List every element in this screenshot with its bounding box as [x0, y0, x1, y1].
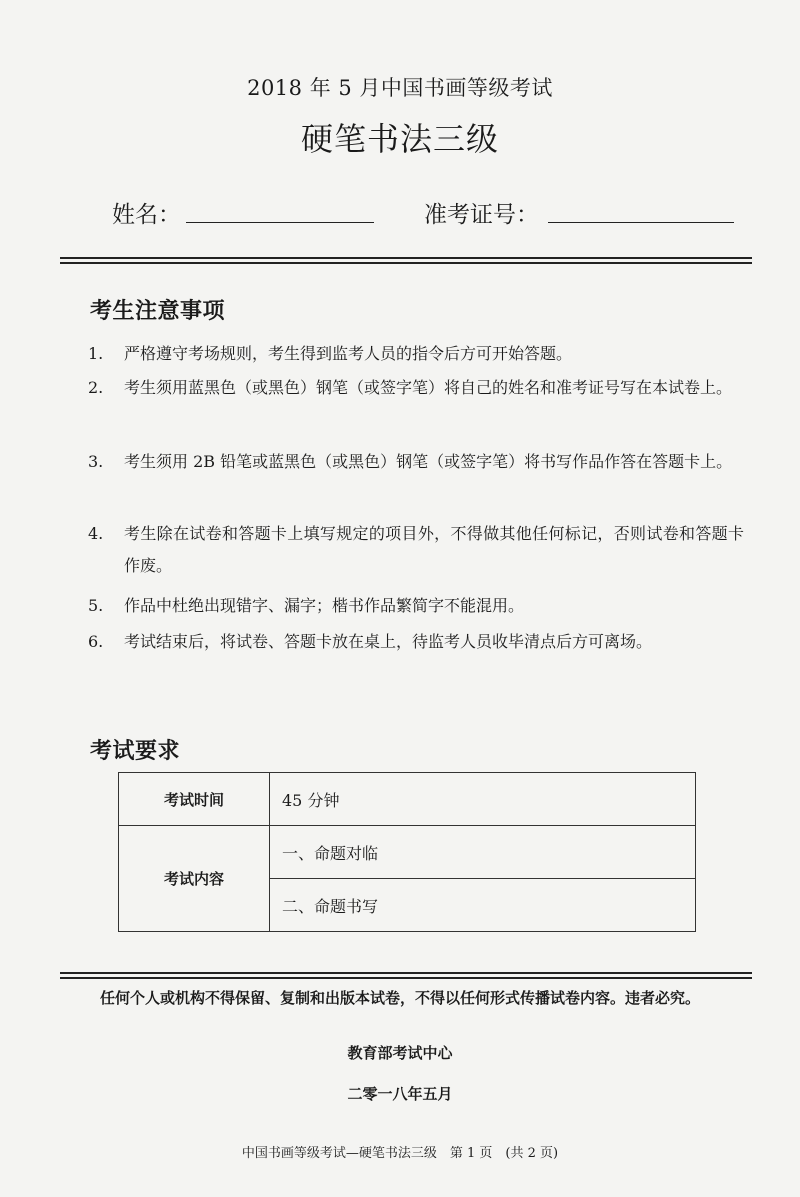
page-footer: 中国书画等级考试—硬笔书法三级 第 1 页 (共 2 页) — [241, 1146, 559, 1161]
candidate-id-blank-line — [548, 222, 734, 223]
notice-title: 考生注意事项 — [90, 299, 226, 324]
table-row — [119, 826, 696, 879]
header-divider — [60, 257, 752, 264]
exam-time-value: 45 分钟 — [270, 773, 696, 826]
notice-item-text: 考生须用 2B 铅笔或蓝黑色（或黑色）钢笔（或签字笔）将书写作品作答在答题卡上。 — [124, 452, 733, 471]
exam-time-label: 考试时间 — [119, 773, 270, 826]
exam-content-label: 考试内容 — [119, 826, 270, 932]
notice-item-number: 4. — [88, 524, 104, 543]
issuing-organization: 教育部考试中心 — [347, 1044, 453, 1062]
notice-item-text: 考生除在试卷和答题卡上填写规定的项目外，不得做其他任何标记，否则试卷和答题卡作废。 — [124, 524, 744, 575]
notice-item-number: 3. — [88, 452, 104, 471]
requirements-title: 考试要求 — [90, 739, 181, 764]
copyright-warning: 任何个人或机构不得保留、复制和出版本试卷，不得以任何形式传播试卷内容。违者必究。 — [99, 989, 700, 1007]
notice-item-number: 1. — [88, 344, 104, 363]
name-label: 姓名： — [112, 202, 181, 228]
notice-item-text: 作品中杜绝出现错字、漏字；楷书作品繁简字不能混用。 — [124, 596, 525, 615]
exam-content-item: 二、命题书写 — [270, 879, 696, 932]
name-blank-line — [186, 222, 374, 223]
notice-item-text: 考试结束后，将试卷、答题卡放在桌上，待监考人员收毕清点后方可离场。 — [124, 632, 653, 651]
footer-divider — [60, 972, 752, 979]
notice-item-number: 2. — [88, 378, 104, 397]
exam-content-item: 一、命题对临 — [270, 826, 696, 879]
notice-item-text: 严格遵守考场规则，考生得到监考人员的指令后方可开始答题。 — [124, 344, 573, 363]
candidate-id-label: 准考证号： — [424, 202, 539, 228]
subject-title: 硬笔书法三级 — [300, 120, 499, 158]
issue-date: 二零一八年五月 — [347, 1085, 453, 1103]
notice-item-number: 6. — [88, 632, 104, 651]
notice-item-number: 5. — [88, 596, 104, 615]
table-row — [119, 773, 696, 826]
exam-title: 2018 年 5 月中国书画等级考试 — [247, 76, 553, 100]
requirements-table — [118, 772, 696, 932]
notice-item-text: 考生须用蓝黑色（或黑色）钢笔（或签字笔）将自己的姓名和准考证号写在本试卷上。 — [124, 378, 733, 397]
